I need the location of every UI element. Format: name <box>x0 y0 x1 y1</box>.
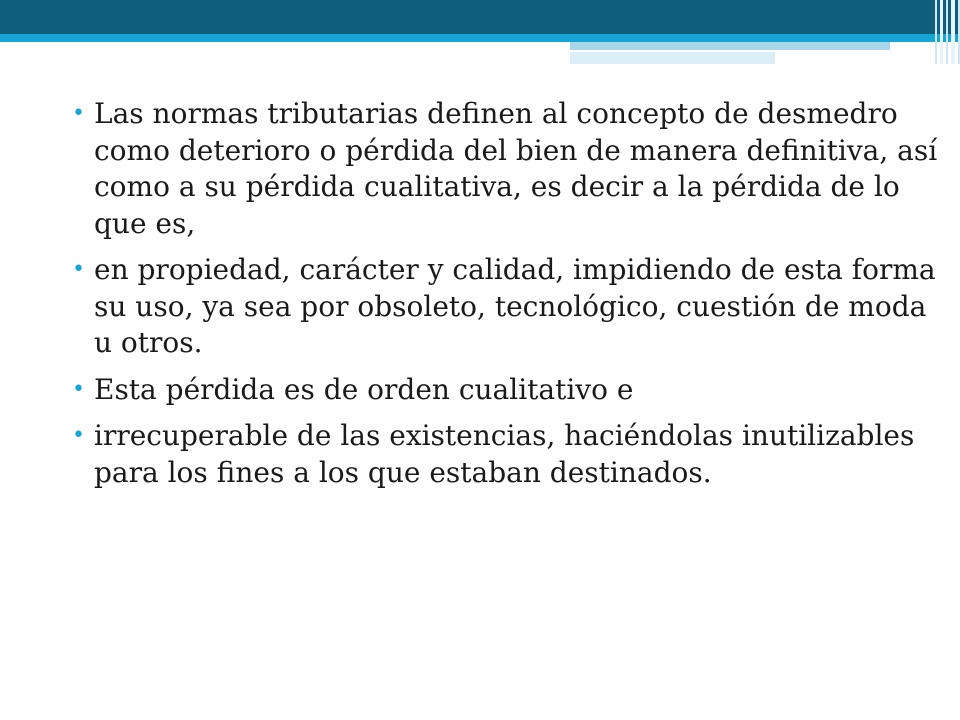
bullet-item <box>72 418 942 491</box>
bullet-text: Las normas tributarias definen al concepto de desmedro como deterioro o pérdida del bien de manera definitiva, así como a su pérdida cualitativa, es decir a la pérdida de lo que es, <box>94 97 938 240</box>
bullet-dot-icon: • <box>72 101 85 126</box>
bullet-dot-icon: • <box>72 376 85 402</box>
bullet-list <box>72 96 942 491</box>
header-accent-fade-lower <box>570 50 775 64</box>
bullet-dot-icon: • <box>72 257 85 282</box>
bullet-item <box>72 252 942 362</box>
slide-body <box>72 96 942 501</box>
corner-stripes <box>930 0 960 64</box>
bullet-dot-icon: • <box>72 423 85 448</box>
bullet-text: irrecuperable de las existencias, haciéndolas inutilizables para los fines a los que estaban destinados. <box>94 419 915 489</box>
bullet-text: en propiedad, carácter y calidad, impidiendo de esta forma su uso, ya sea por obsoleto, tecnológico, cuestión de moda u otros. <box>94 253 936 359</box>
bullet-item <box>72 372 942 409</box>
bullet-item <box>72 96 942 242</box>
header-accent-band <box>0 34 960 42</box>
bullet-text: Esta pérdida es de orden cualitativo e <box>94 372 634 406</box>
header-divider-line <box>570 50 888 52</box>
header-banner <box>0 0 960 34</box>
header-accent-fade <box>570 42 890 50</box>
